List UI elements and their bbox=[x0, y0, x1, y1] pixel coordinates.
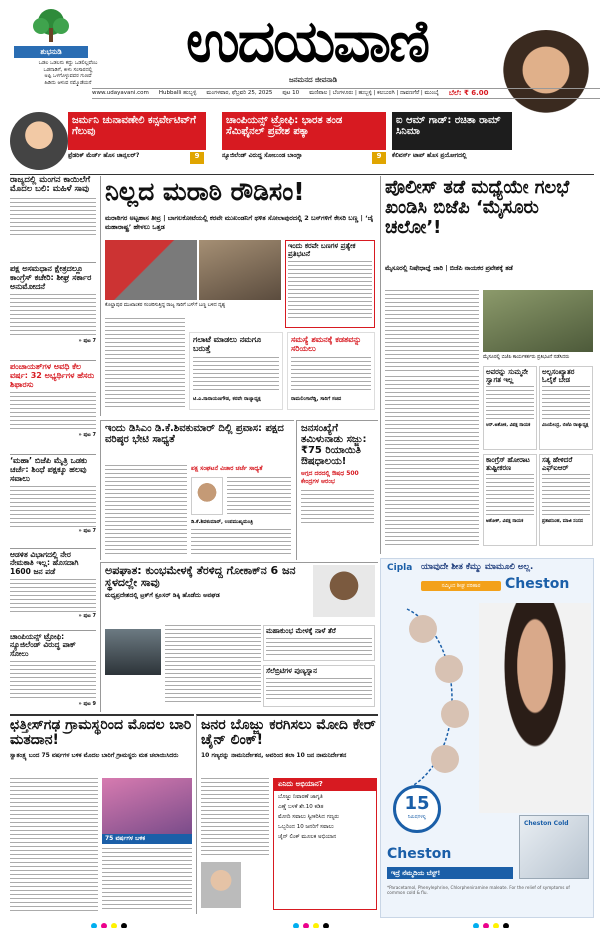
right-headline: ಪೊಲೀಸ್ ತಡೆ ಮಧ್ಯೆಯೇ ಗಲಭೆ ಖಂಡಿಸಿ ಬಿಜೆಪಿ ‘ಮೈಸೂರು ಚಲೋ’! bbox=[385, 177, 570, 238]
teaser-1-sub: ಫ್ರೆಡರಿಕ್ ಮೆರ್ಜ್ ಹೊಸ ಚಾನ್ಸಲರ್? bbox=[68, 152, 140, 159]
left-story-4-body bbox=[10, 486, 96, 528]
dks-photo bbox=[191, 477, 223, 515]
dks-body-left bbox=[105, 465, 187, 555]
quote-line: ಅಪ್ಪಿ ಒಳಗೊಳ್ಳುವವರ ಗುಣವೆ bbox=[44, 73, 92, 79]
left-story-1-body bbox=[10, 198, 96, 238]
right-quote-2-by: ವಿಜಯೇಂದ್ರ, ಬಿಜೆಪಿ ರಾಜ್ಯಾಧ್ಯಕ್ಷ bbox=[542, 423, 589, 429]
left-story-4[interactable] bbox=[10, 454, 96, 546]
newspaper-title: ಉದಯವಾಣಿ bbox=[185, 7, 429, 75]
right-quote-1-body bbox=[486, 386, 534, 422]
kumbh-box-1-body bbox=[266, 638, 372, 656]
ad-logo: Cheston bbox=[505, 576, 570, 592]
lead-story[interactable] bbox=[100, 176, 376, 416]
quote-1 bbox=[189, 332, 283, 410]
right-quote-4 bbox=[539, 454, 593, 546]
right-body-mid bbox=[385, 376, 479, 546]
lead-box-1 bbox=[285, 240, 375, 328]
ad-brand: Cipla bbox=[387, 563, 413, 573]
census-body bbox=[301, 490, 374, 526]
right-quote-2 bbox=[539, 366, 593, 450]
price: ಬೆಲೆ: ₹ 6.00 bbox=[448, 89, 489, 97]
newspaper-subtitle: ಜನಮನದ ಜೀವನಾಡಿ bbox=[288, 76, 338, 84]
right-quote-1-by: ಆರ್.ಅಶೋಕ, ವಿಪಕ್ಷ ನಾಯಕ bbox=[486, 423, 531, 429]
kumbh-box-2 bbox=[263, 665, 375, 707]
lead-box-1-title: ಇಂದು ಕರವೇ ಬಣಗಳ ಪ್ರತ್ಯೇಕ ಪ್ರತಿಭಟನೆ bbox=[288, 242, 356, 258]
teaser-3[interactable] bbox=[392, 112, 512, 164]
ad-logo-bottom: Cheston bbox=[387, 846, 452, 862]
ad-badge bbox=[393, 785, 441, 833]
quote-1-body bbox=[193, 357, 279, 393]
left-story-3-body bbox=[10, 392, 96, 432]
left-story-5-cont[interactable]: » ಪುಟ 7 bbox=[78, 612, 96, 619]
chhattisgarh-body-left bbox=[10, 778, 98, 912]
ad-product-name: Cheston Cold bbox=[524, 820, 569, 827]
chhattisgarh-headline: ಛತ್ತೀಸ್‌ಗಢ ಗ್ರಾಮಸ್ಥರಿಂದ ಮೊದಲ ಬಾರಿ ಮತದಾನ! bbox=[10, 717, 192, 749]
pages: ಪುಟ 10 bbox=[282, 90, 300, 96]
right-quote-2-title: ಅಲ್ಪಸಂಖ್ಯಾತರ ಓಲೈಕೆ ಬೇಡ bbox=[542, 368, 575, 384]
left-story-3[interactable] bbox=[10, 360, 96, 452]
lead-box-1-body bbox=[288, 261, 372, 319]
left-story-5-body bbox=[10, 579, 96, 613]
quote-2-title: ಸಮಸ್ಯೆ ಶಮನಕ್ಕೆ ಕಡತವನ್ನು ಸರಿಯಲು bbox=[291, 335, 362, 353]
left-story-6-body bbox=[10, 661, 96, 701]
kumbh-photo-vehicle bbox=[105, 629, 161, 675]
modi-box-item: ಎಣ್ಣೆ ಬಳಕೆ ಶೇ.10 ಕಡಿತ bbox=[278, 803, 324, 810]
dks-quote bbox=[227, 477, 291, 515]
quote-2-body bbox=[291, 357, 371, 393]
modi-story[interactable] bbox=[196, 714, 378, 914]
city: Hubballi ಹುಬ್ಬಳ್ಳಿ bbox=[158, 90, 197, 96]
teaser-strip bbox=[0, 100, 600, 172]
right-photo-caption: ಮೈಸೂರಲ್ಲಿ ಬಿಜೆಪಿ ಕಾರ್ಯಕರ್ತರು ಪ್ರತಿಭಟನೆ ನಡೆಸಿದರು bbox=[483, 355, 570, 360]
right-quote-3-body bbox=[486, 474, 534, 518]
kumbh-headline: ಅಪಘಾತ: ಕುಂಭಮೇಳಕ್ಕೆ ತೆರಳಿದ್ದ ಗೋಕಾಕ್‌ನ 6 ಜನ ಸ್ಥಳದಲ್ಲೇ ಸಾವು bbox=[105, 564, 296, 590]
modi-box-item: ಒಬ್ಬರಿಂದ 10 ಜನರಿಗೆ ಸವಾಲು bbox=[278, 823, 334, 830]
dks-by: ಡಿ.ಕೆ.ಶಿವಕುಮಾರ್, ಉಪಮುಖ್ಯಮಂತ್ರಿ bbox=[191, 519, 253, 525]
left-story-2-head: ಪಕ್ಷ ಅಸಮಧಾನ ಕ್ಷೇತ್ರದಲ್ಲೂ ಕಾಂಗ್ರೆಸ್ ಕಚೇರಿ: ಶೀಘ್ರ ಸರ್ಕಾರ ಅನುಮೋದನೆ bbox=[10, 264, 92, 291]
right-deck: ಮೈಸೂರಲ್ಲಿ ನಿಷೇಧಾಜ್ಞೆ ಜಾರಿ | ಬಿಜೆಪಿ ನಾಯಕರ ಪ್ರವೇಶಕ್ಕೆ ತಡೆ bbox=[385, 265, 513, 272]
right-quote-4-body bbox=[542, 474, 590, 518]
left-column bbox=[10, 176, 96, 712]
teaser-photo-1 bbox=[10, 112, 68, 170]
right-quote-1 bbox=[483, 366, 537, 450]
left-story-1-head: ರಾಜ್ಯದಲ್ಲಿ ಮಂಗನ ಕಾಯಿಲೆಗೆ ಮೊದಲ ಬಲಿ: ಮಹಿಳೆ ಸಾವು bbox=[10, 175, 91, 195]
logo-tree-icon bbox=[14, 6, 88, 50]
chhattisgarh-caption: 75 ವರ್ಷಗಳ ಬಳಿಕ bbox=[102, 834, 192, 844]
left-story-6-head: ಚಾಂಪಿಯನ್ಸ್ ಟ್ರೋಫಿ: ನ್ಯೂಜಿಲೆಂಡ್ ವಿರುದ್ಧ ಪಾಕ್ ಸೋಲು bbox=[10, 632, 76, 658]
quote-2-by: ರಾಮಲಿಂಗಾರೆಡ್ಡಿ, ಸಾರಿಗೆ ಸಚಿವ bbox=[291, 395, 342, 402]
ad-badge-sub: ನಿಮಿಷಗಳಲ್ಲಿ bbox=[407, 814, 427, 820]
right-quote-4-by: ಪ್ರತಾಪಸಿಂಹ, ಮಾಜಿ ಸಂಸದ bbox=[542, 519, 583, 525]
kumbh-story[interactable] bbox=[100, 562, 378, 712]
kumbh-body bbox=[165, 625, 261, 705]
left-story-6-cont[interactable]: » ಪುಟ 9 bbox=[78, 700, 96, 707]
modi-box-item: ಬೊಜ್ಜು ನಿವಾರಣೆ ಜಾಗೃತಿ bbox=[278, 793, 323, 800]
quote-1-by: ಟಿ.ಎ.ನಾರಾಯಣಗೌಡ, ಕರವೇ ರಾಜ್ಯಾಧ್ಯಕ್ಷ bbox=[193, 395, 261, 402]
teaser-1-page: 9 bbox=[190, 152, 204, 164]
lead-photo-crowd bbox=[199, 240, 281, 300]
lead-headline: ನಿಲ್ಲದ ಮರಾಠಿ ರೌಡಿಸಂ! bbox=[105, 177, 305, 206]
lead-body-left bbox=[105, 318, 185, 410]
left-story-5-head: ಆಡಳಿತ ವಿಭಾಗದಲ್ಲಿ ನೇರ ನೇಮಕಾತಿ ಇಲ್ಲ: ಹೊಸದಾಗಿ 1600 ಜನ ಪಡೆ bbox=[10, 550, 79, 576]
kumbh-box-2-body bbox=[266, 678, 372, 702]
ad-model-photo bbox=[479, 603, 591, 813]
quote-line: ಒಡನಾಡಿಗೆ, ಕೀಳು ಸಂಸಾರದಲ್ಲಿ bbox=[43, 66, 93, 73]
teaser-2-sub: ನ್ಯೂಜಿಲೆಂಡ್ ವಿರುದ್ಧ ಸೋಲುಂಡ ಬಾಂಗ್ಲಾ bbox=[222, 152, 303, 159]
lead-deck: ಮರಾಠಿಗರ ಅಟ್ಟಹಾಸ ತೀವ್ರ | ಬಾಗಲಕೋಟೆಯಲ್ಲಿ ಕರವೇ ಮುಖಂಡನಿಗೆ ಥಳಿತ ಸೋಲಾಪುರದಲ್ಲಿ 2 ಬಸ್‌ಗಳಿಗೆ ಕೇಸರಿ ಬಣ್ಣ | ‘ಜೈ ಮಹಾರಾಷ್ಟ್ರ’ ಹೇಳಲು ಒತ್ತಡ bbox=[105, 214, 374, 232]
right-story[interactable] bbox=[380, 176, 594, 554]
left-story-1[interactable] bbox=[10, 176, 96, 260]
registration-dots bbox=[0, 916, 600, 926]
left-story-6[interactable] bbox=[10, 630, 96, 712]
dks-body-right bbox=[191, 529, 291, 555]
quote-box bbox=[14, 60, 122, 88]
census-headline: ಜನಸಂಖ್ಯೆಗೆ ತಮಿಳುನಾಡು ಸಜ್ಜು: ₹75 ರಿಯಾಯಿತಿ ಔಷಧಾಲಯ! bbox=[301, 423, 367, 467]
modi-box bbox=[273, 778, 377, 910]
left-story-3-head: ಪಂಚಾಯತ್‌ಗಳ ಅವಧಿ ಕೆಲ ವರ್ಷ: 32 ಅಭ್ಯರ್ಥಿಗಳ ಹೆಸರು ಶಿಫಾರಸು bbox=[10, 362, 95, 389]
modi-headline: ಜನರ ಬೊಜ್ಜು ಕರಗಿಸಲು ಮೋದಿ ಕೇರ್ ಚೈನ್ ಲಿಂಕ್! bbox=[201, 717, 376, 749]
census-deck: ಅಗ್ಗದ ದರದಲ್ಲಿ ಔಷಧ 500 ಕೇಂದ್ರಗಳ ಆರಂಭ bbox=[301, 470, 359, 485]
kumbh-deck: ಮಧ್ಯಪ್ರದೇಶದಲ್ಲಿ ಟ್ರಕ್‌ಗೆ ಕ್ರೂಸರ್ ಡಿಕ್ಕಿ ಹೊಡೆದು ಅವಘಡ bbox=[105, 592, 220, 600]
chhattisgarh-body-right bbox=[102, 848, 192, 912]
right-quote-1-title: ಅವರನ್ನು ಸುಮ್ಮನೇ ಸ್ವಾಗತ ಇಲ್ಲ bbox=[486, 368, 529, 384]
dks-deck: ಪಕ್ಷ ಸಂಘಟನೆ ವಿಚಾರ ಚರ್ಚೆ ಸಾಧ್ಯತೆ bbox=[191, 465, 263, 472]
left-story-2-cont[interactable]: » ಪುಟ 7 bbox=[78, 338, 96, 345]
modi-box-title: ಏನಿದು ಅಭಿಯಾನ? bbox=[274, 779, 376, 791]
right-quote-3 bbox=[483, 454, 537, 546]
ad-fine-print: *Paracetamol, Phenylephrine, Chlorpheniramine maleate. For the relief of symptoms of common cold & flu. bbox=[387, 885, 570, 896]
kumbh-box-1-title: ಮಹಾಕುಂಭ ಮೇಳಕ್ಕೆ ನಾಳೆ ತೆರೆ bbox=[266, 627, 336, 635]
kumbh-photo-face bbox=[313, 565, 375, 617]
chhattisgarh-photo bbox=[102, 778, 192, 834]
teaser-1-title: ಜರ್ಮನಿ ಚುನಾವಣೇಲಿ ಕನ್ಸರ್ವೇಟಿವ್‌ಗೆ ಗೆಲುವು bbox=[68, 112, 206, 150]
modi-body bbox=[201, 778, 269, 858]
modi-photo bbox=[201, 862, 241, 908]
ad-tag: ನಮ್ಮಿಂದ ಶೀಘ್ರ ಪರಿಹಾರ bbox=[421, 581, 501, 591]
lead-photo-caption: ಕೊಲ್ಹಾಪುರ ಮುಖಾಂತರ ಸಂಚರಿಸುತ್ತಿದ್ದ ರಾಜ್ಯ ಸಾರಿಗೆ ಬಸ್‌ಗೆ ಬಣ್ಣ ಬಳಿದ ದೃಶ್ಯ bbox=[105, 303, 226, 308]
quote-line: ಹಿಡಿದು ಆಳುವ ನಮ್ಮೊಡೆಯನೆ bbox=[44, 79, 92, 86]
right-photo bbox=[483, 290, 593, 352]
right-quote-4-title: ಸತ್ಯ ಹೇಳಿದರೆ ಎಫ್ಐಆರ್ bbox=[542, 456, 573, 472]
ad-headline: ಯಾವುದೇ ಶೀತ ಕೆಮ್ಮು ಮಾಮೂಲಿ ಅಲ್ಲ. bbox=[421, 562, 534, 572]
modi-deck: 10 ಗಣ್ಯರನ್ನು ನಾಮನಿರ್ದೇಶನ, ಅವರಿಂದ ತಲಾ 10 ಜನ ನಾಮನಿರ್ದೇಶನ bbox=[201, 751, 347, 759]
masthead bbox=[0, 0, 600, 100]
right-quote-3-by: ಅಶೋಕ್, ವಿಪಕ್ಷ ನಾಯಕ bbox=[486, 519, 524, 525]
ad-bottom-tag: ಇದ್ರೆ ನೆಮ್ಮದಿಯ ಬೆಸ್ಟ್! bbox=[387, 867, 513, 879]
chhattisgarh-deck: ಸ್ವಾತಂತ್ರ್ಯ ಬಂದ 75 ವರ್ಷಗಳ ಬಳಿಕ ಮೊದಲ ಬಾರಿಗೆ ಗ್ರಾಮಸ್ಥರು ಮತ ಚಲಾಯಿಸಿದರು bbox=[10, 751, 179, 759]
ad-symptom-circles bbox=[387, 599, 477, 799]
left-story-4-head: ‘ಮಹಾ’ ಬಿಜೆಪಿ ಮೈತ್ರಿ ಒಡಕು ಚರ್ಚೆ: ಶಿಂಧೆ ಪಕ್ಷಕ್ಕೂ ಹಲವು ಸವಾಲು bbox=[10, 456, 88, 483]
left-story-5[interactable] bbox=[10, 548, 96, 628]
teaser-2-title: ಚಾಂಪಿಯನ್ಸ್ ಟ್ರೋಫಿ: ಭಾರತ ತಂಡ ಸೆಮಿಫೈನಲ್ ಪ್ರವೇಶ ಪಕ್ಕಾ bbox=[222, 112, 386, 150]
info-bar bbox=[92, 88, 600, 99]
left-story-4-cont[interactable]: » ಪುಟ 7 bbox=[78, 528, 96, 535]
right-body-left bbox=[385, 290, 479, 374]
editions: ಮಣಿಪಾಲ | ಬೆಂಗಳೂರು | ಹುಬ್ಬಳ್ಳಿ | ಕಲಬುರಗಿ | ದಾವಣಗೆರೆ | ಮುಂಬೈ bbox=[309, 90, 439, 96]
date: ಮಂಗಳವಾರ, ಫೆಬ್ರವರಿ 25, 2025 bbox=[206, 90, 273, 96]
teaser-1[interactable] bbox=[68, 112, 208, 164]
kumbh-box-1 bbox=[263, 625, 375, 661]
kumbh-box-2-title: ಸೆಲೆಬ್ರಿಟಿಗಳ ಪುಣ್ಯಸ್ನಾನ bbox=[266, 667, 318, 675]
quote-2 bbox=[287, 332, 375, 410]
teaser-2[interactable] bbox=[222, 112, 388, 164]
divider bbox=[10, 174, 594, 175]
logo-tag: ಶುಭನುಡಿ bbox=[14, 46, 88, 58]
right-quote-2-body bbox=[542, 386, 590, 422]
census-story[interactable] bbox=[296, 420, 378, 560]
teaser-3-sub: ಕೆಲಿವರ್ಸ್ ಟಾಪ್ ಹೊಸ ಪ್ರಯೋಗದಲ್ಲಿ bbox=[392, 152, 467, 159]
left-story-2-body bbox=[10, 294, 96, 338]
dks-story[interactable] bbox=[100, 420, 294, 560]
teaser-2-page: 9 bbox=[372, 152, 386, 164]
modi-box-item: ಚೈನ್ ಲಿಂಕ್ ಮೂಲಕ ಅಭಿಯಾನ bbox=[278, 833, 337, 840]
modi-box-item: ಮೋದಿ ಸವಾಲು ಸ್ವೀಕರಿಸಿದ ಗಣ್ಯರು bbox=[278, 813, 339, 820]
ad-product-pack bbox=[519, 815, 589, 879]
dks-headline: ಇಂದು ಡಿಸಿಎಂ ಡಿ.ಕೆ.ಶಿವಕುಮಾರ್ ದಿಲ್ಲಿ ಪ್ರವಾಸ: ಪಕ್ಷದ ವರಿಷ್ಠರ ಭೇಟಿ ಸಾಧ್ಯತೆ bbox=[105, 423, 284, 445]
right-quote-3-title: ಕಾಂಗ್ರೆಸ್ ಹೋರಾಟ ತುಷ್ಟೀಕರಣ bbox=[486, 456, 530, 472]
lead-photo-bus bbox=[105, 240, 197, 300]
left-story-2[interactable] bbox=[10, 262, 96, 358]
quote-line: ಒಡಲ ಒಡಲನು ಕದ್ದು ಒಡಲಿಲ್ಲವೆಂಬ bbox=[38, 60, 98, 66]
left-story-3-cont[interactable]: » ಪುಟ 7 bbox=[78, 432, 96, 439]
chhattisgarh-story[interactable] bbox=[10, 714, 194, 914]
ad-badge-number: 15 bbox=[404, 793, 430, 814]
quote-1-title: ಗಲಾಟೆ ಮಾಡಲು ನಮಗೂ ಬರುತ್ತೆ bbox=[193, 335, 262, 353]
website[interactable]: www.udayavani.com bbox=[92, 90, 149, 96]
teaser-3-title: ಐ ಆಮ್ ಗಾಡ್: ರಚಿತಾ ರಾಮ್ ಸಿನಿಮಾ bbox=[392, 112, 512, 150]
cheston-ad[interactable] bbox=[380, 558, 594, 918]
